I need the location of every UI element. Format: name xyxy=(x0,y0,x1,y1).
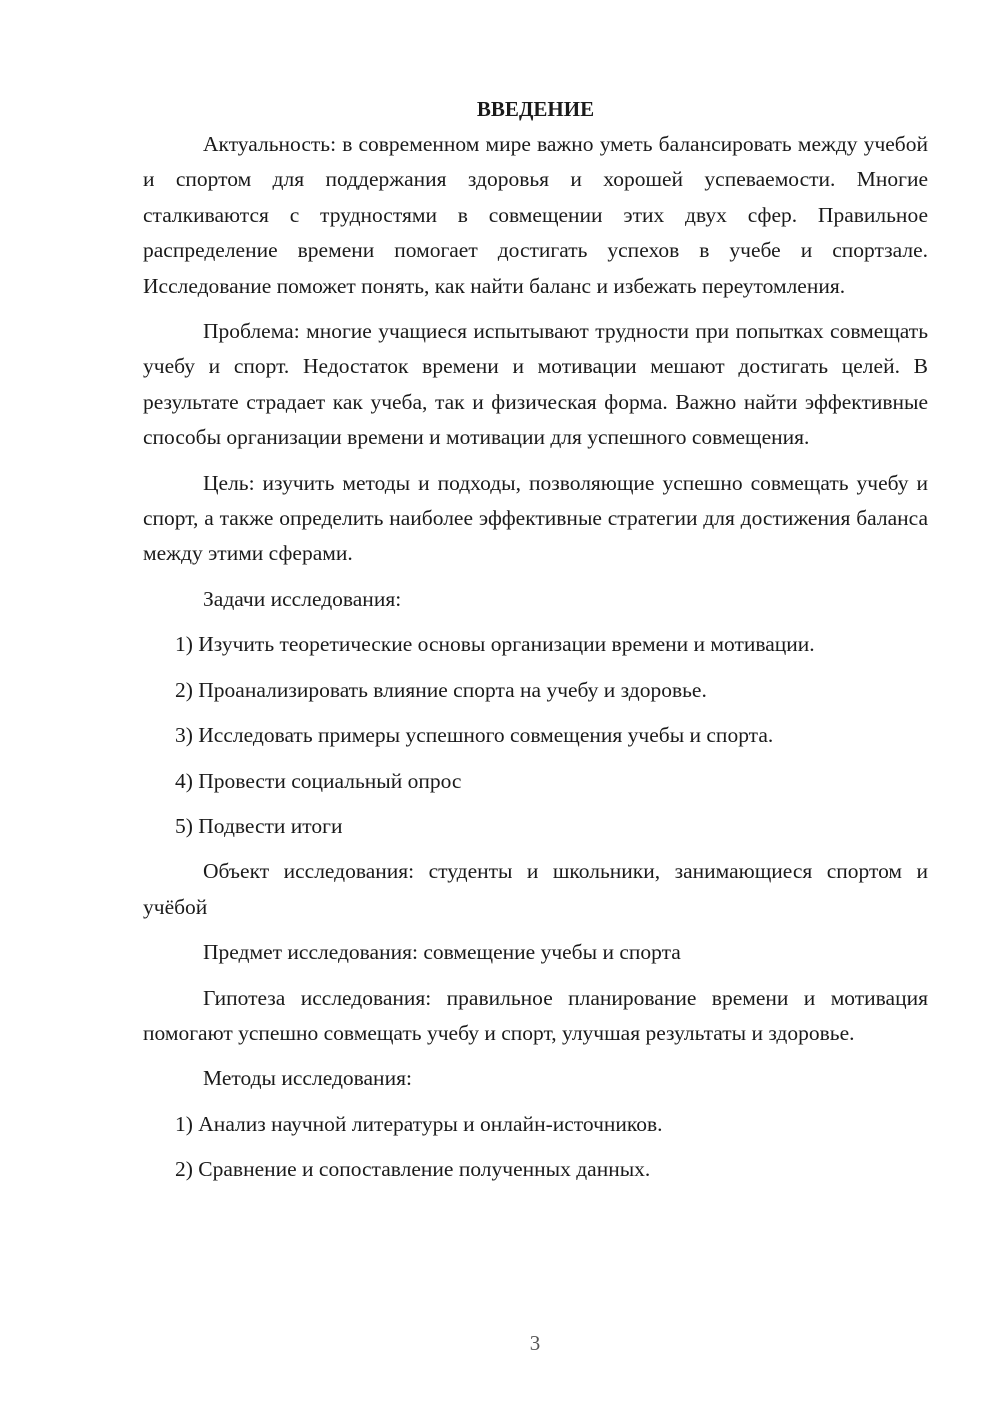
tasks-heading: Задачи исследования: xyxy=(203,586,402,611)
paragraph-object: Объект исследования: студенты и школьники, занимающиеся спортом и учёбой xyxy=(143,859,928,919)
list-item: 2) Сравнение и сопоставление полученных данных. xyxy=(175,1157,651,1182)
list-item: 3) Исследовать примеры успешного совмещения учебы и спорта. xyxy=(175,723,774,748)
tasks-list xyxy=(143,627,928,844)
paragraph-relevance: Актуальность: в современном мире важно уметь балансировать между учебой и спортом для поддержания здоровья и хорошей успеваемости. Многие сталкиваются с трудностями в совмещении этих двух сфер. Правильное распределение времени помогает достигать успехов в учебе и спортзале. Исследование поможет понять, как найти баланс и избежать переутомления. xyxy=(143,132,928,298)
document-page xyxy=(143,92,928,1188)
list-item: 1) Анализ научной литературы и онлайн-источников. xyxy=(175,1111,663,1136)
list-item: 4) Провести социальный опрос xyxy=(175,768,462,793)
paragraph-goal: Цель: изучить методы и подходы, позволяющие успешно совмещать учебу и спорт, а также определить наиболее эффективные стратегии для достижения баланса между этими сферами. xyxy=(143,470,928,566)
methods-heading: Методы исследования: xyxy=(203,1066,412,1091)
list-item: 1) Изучить теоретические основы организации времени и мотивации. xyxy=(175,632,815,657)
page-title: ВВЕДЕНИЕ xyxy=(476,97,595,121)
page-number: 3 xyxy=(529,1331,541,1355)
list-item: 2) Проанализировать влияние спорта на учебу и здоровье. xyxy=(175,677,707,702)
list-item: 5) Подвести итоги xyxy=(175,813,343,838)
paragraph-subject: Предмет исследования: совмещение учебы и спорта xyxy=(203,940,681,965)
paragraph-hypothesis: Гипотеза исследования: правильное планирование времени и мотивация помогают успешно совмещать учебу и спорт, улучшая результаты и здоровье. xyxy=(143,985,928,1045)
methods-list xyxy=(143,1107,928,1188)
paragraph-problem: Проблема: многие учащиеся испытывают трудности при попытках совмещать учебу и спорт. Недостаток времени и мотивации мешают достигать целей. В результате страдает как учеба, так и физическая форма. Важно найти эффективные способы организации времени и мотивации для успешного совмещения. xyxy=(143,319,928,450)
